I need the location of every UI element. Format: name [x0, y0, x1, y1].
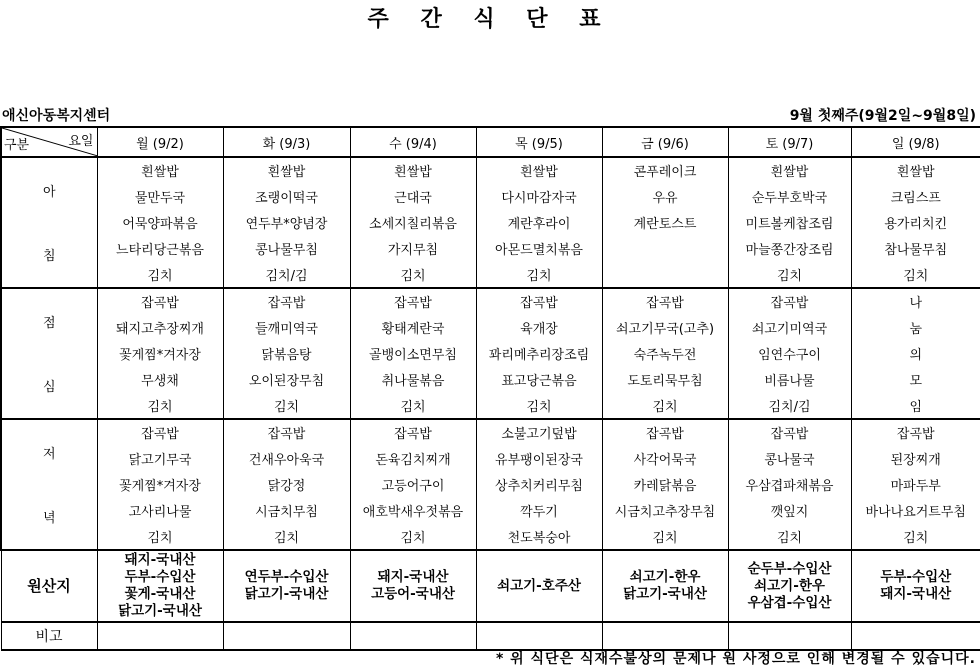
menu-cell: 김치: [476, 261, 602, 288]
menu-cell: 마늘쫑간장조림: [728, 235, 851, 261]
menu-cell: 카레닭볶음: [602, 472, 728, 498]
note-label: 비고: [1, 622, 97, 650]
menu-cell: 건새우아욱국: [223, 446, 350, 472]
menu-cell: 오이된장무침: [223, 366, 350, 392]
menu-cell: 상추치커리무침: [476, 472, 602, 498]
menu-cell: 김치/김: [728, 392, 851, 419]
menu-cell: 김치: [602, 392, 728, 419]
menu-cell: 표고당근볶음: [476, 366, 602, 392]
menu-cell: 잡곡밥: [97, 288, 223, 315]
menu-cell: 돼지고추장찌개: [97, 315, 223, 341]
corner-label-day: 요일: [68, 130, 93, 149]
menu-cell: 나: [851, 288, 980, 315]
menu-cell: 연두부*양념장: [223, 210, 350, 236]
menu-cell: 우유: [602, 184, 728, 210]
menu-cell: 눔: [851, 315, 980, 341]
meal-label-bottom: 심: [2, 376, 97, 395]
menu-row: [1, 184, 980, 210]
menu-cell: 김치: [350, 261, 476, 288]
corner-label-category: 구분: [4, 134, 29, 153]
menu-cell: 깍두기: [476, 497, 602, 523]
menu-cell: 흰쌀밥: [476, 157, 602, 184]
origin-row: [1, 550, 980, 622]
menu-cell: 참나물무침: [851, 235, 980, 261]
menu-cell: 육개장: [476, 315, 602, 341]
menu-row: [1, 288, 980, 315]
menu-cell: 황태계란국: [350, 315, 476, 341]
day-header: 목 (9/5): [476, 127, 602, 157]
origin-cell: [223, 550, 350, 622]
note-cell: [350, 622, 476, 650]
menu-cell: 물만두국: [97, 184, 223, 210]
weekly-menu-table: [0, 126, 980, 651]
origin-line: 쇠고기-호주산: [477, 578, 602, 595]
menu-cell: 꽃게찜*겨자장: [97, 341, 223, 367]
note-cell: [476, 622, 602, 650]
menu-cell: 쇠고기무국(고추): [602, 315, 728, 341]
menu-cell: 잡곡밥: [602, 288, 728, 315]
menu-cell: 김치: [851, 261, 980, 288]
menu-cell: 잡곡밥: [851, 419, 980, 446]
menu-row: [1, 497, 980, 523]
origin-cell: [851, 550, 980, 622]
menu-cell: 아몬드멸치볶음: [476, 235, 602, 261]
menu-cell: 잡곡밥: [476, 288, 602, 315]
origin-line: 우삼겹-수입산: [729, 595, 851, 612]
meal-label-bottom: 녁: [2, 507, 97, 526]
menu-cell: 꽈리메추리장조림: [476, 341, 602, 367]
menu-cell: 김치: [476, 392, 602, 419]
origin-line: 두부-수입산: [98, 569, 223, 586]
menu-cell: 김치: [97, 523, 223, 550]
header-row: [1, 127, 980, 157]
meal-label-bottom: 침: [2, 245, 97, 264]
meal-label-top: 아: [2, 181, 97, 200]
menu-cell: 도토리묵무침: [602, 366, 728, 392]
origin-line: 돼지-국내산: [351, 569, 476, 586]
menu-cell: 시금치고추장무침: [602, 497, 728, 523]
menu-cell: 잡곡밥: [728, 288, 851, 315]
day-header: 금 (9/6): [602, 127, 728, 157]
menu-cell: 취나물볶음: [350, 366, 476, 392]
menu-cell: 김치: [602, 523, 728, 550]
menu-row: [1, 315, 980, 341]
meal-label: [1, 157, 97, 288]
meal-label: [1, 419, 97, 550]
menu-cell: 크림스프: [851, 184, 980, 210]
menu-cell: 시금치무침: [223, 497, 350, 523]
origin-line: 닭고기-국내산: [98, 603, 223, 620]
menu-cell: 계란후라이: [476, 210, 602, 236]
menu-cell: 흰쌀밥: [223, 157, 350, 184]
footnote: * 위 식단은 식재수불상의 문제나 원 사정으로 인해 변경될 수 있습니다.: [496, 648, 976, 668]
menu-cell: 닭볶음탕: [223, 341, 350, 367]
menu-cell: 김치: [97, 261, 223, 288]
menu-cell: 모: [851, 366, 980, 392]
menu-row: [1, 446, 980, 472]
menu-cell: 김치/김: [223, 261, 350, 288]
menu-cell: 골뱅이소면무침: [350, 341, 476, 367]
note-cell: [851, 622, 980, 650]
menu-cell: 잡곡밥: [350, 288, 476, 315]
menu-cell: 잡곡밥: [728, 419, 851, 446]
menu-body: [1, 157, 980, 550]
origin-line: 돼지-국내산: [98, 552, 223, 569]
menu-cell: 김치: [350, 523, 476, 550]
note-row: [1, 622, 980, 650]
meal-label-top: 저: [2, 443, 97, 462]
origin-line: 닭고기-국내산: [603, 586, 728, 603]
menu-cell: 천도복숭아: [476, 523, 602, 550]
meal-label: [1, 288, 97, 419]
menu-row: [1, 210, 980, 236]
menu-cell: 된장찌개: [851, 446, 980, 472]
day-header: 월 (9/2): [97, 127, 223, 157]
origin-line: 쇠고기-한우: [603, 569, 728, 586]
origin-line: 꽃게-국내산: [98, 586, 223, 603]
origin-line: 두부-수입산: [852, 569, 980, 586]
menu-cell: 조랭이떡국: [223, 184, 350, 210]
menu-cell: 순두부호박국: [728, 184, 851, 210]
menu-cell: 무생채: [97, 366, 223, 392]
origin-cell: [97, 550, 223, 622]
menu-row: [1, 235, 980, 261]
menu-cell: 고사리나물: [97, 497, 223, 523]
menu-row: [1, 419, 980, 446]
menu-cell: 꽃게찜*겨자장: [97, 472, 223, 498]
menu-cell: 흰쌀밥: [728, 157, 851, 184]
menu-cell: 잡곡밥: [223, 288, 350, 315]
menu-row: [1, 523, 980, 550]
corner-cell: [1, 127, 97, 157]
menu-cell: 가지무침: [350, 235, 476, 261]
origin-line: 쇠고기-한우: [729, 578, 851, 595]
page-title: 주 간 식 단 표: [0, 2, 980, 33]
origin-cell: [350, 550, 476, 622]
origin-cell: [476, 550, 602, 622]
origin-cell: [602, 550, 728, 622]
menu-cell: 미트볼케찹조림: [728, 210, 851, 236]
note-cell: [602, 622, 728, 650]
note-cell: [97, 622, 223, 650]
menu-cell: 느타리당근볶음: [97, 235, 223, 261]
menu-cell: 의: [851, 341, 980, 367]
menu-cell: 닭고기무국: [97, 446, 223, 472]
note-cell: [728, 622, 851, 650]
menu-cell: [602, 261, 728, 288]
menu-cell: 어묵양파볶음: [97, 210, 223, 236]
menu-row: [1, 157, 980, 184]
menu-cell: 김치: [223, 523, 350, 550]
meal-label-top: 점: [2, 312, 97, 331]
menu-cell: 고등어구이: [350, 472, 476, 498]
origin-line: 연두부-수입산: [224, 569, 350, 586]
day-header: 일 (9/8): [851, 127, 980, 157]
menu-cell: 소불고기덮밥: [476, 419, 602, 446]
menu-cell: 닭강정: [223, 472, 350, 498]
menu-cell: 콩나물무침: [223, 235, 350, 261]
menu-cell: 김치: [728, 523, 851, 550]
menu-cell: 깻잎지: [728, 497, 851, 523]
origin-line: 닭고기-국내산: [224, 586, 350, 603]
menu-cell: 사각어묵국: [602, 446, 728, 472]
menu-cell: 마파두부: [851, 472, 980, 498]
menu-row: [1, 366, 980, 392]
menu-cell: 흰쌀밥: [851, 157, 980, 184]
menu-cell: 콩나물국: [728, 446, 851, 472]
menu-cell: 쇠고기미역국: [728, 315, 851, 341]
week-label: 9월 첫째주(9월2일~9월8일): [790, 105, 976, 125]
menu-cell: 흰쌀밥: [350, 157, 476, 184]
origin-cell: [728, 550, 851, 622]
menu-cell: 김치: [223, 392, 350, 419]
day-header: 수 (9/4): [350, 127, 476, 157]
menu-cell: 돈육김치찌개: [350, 446, 476, 472]
menu-cell: 유부팽이된장국: [476, 446, 602, 472]
menu-cell: [602, 235, 728, 261]
menu-cell: 용가리치킨: [851, 210, 980, 236]
day-header: 토 (9/7): [728, 127, 851, 157]
menu-cell: 콘푸레이크: [602, 157, 728, 184]
menu-cell: 소세지칠리볶음: [350, 210, 476, 236]
note-cell: [223, 622, 350, 650]
day-header: 화 (9/3): [223, 127, 350, 157]
origin-line: 고등어-국내산: [351, 586, 476, 603]
menu-cell: 우삼겹파채볶음: [728, 472, 851, 498]
menu-cell: 김치: [350, 392, 476, 419]
origin-line: 돼지-국내산: [852, 586, 980, 603]
menu-cell: 비름나물: [728, 366, 851, 392]
menu-cell: 바나나요거트무침: [851, 497, 980, 523]
menu-cell: 근대국: [350, 184, 476, 210]
menu-cell: 임: [851, 392, 980, 419]
menu-cell: 김치: [851, 523, 980, 550]
org-name: 애신아동복지센터: [2, 105, 110, 125]
menu-cell: 잡곡밥: [223, 419, 350, 446]
menu-cell: 잡곡밥: [602, 419, 728, 446]
menu-row: [1, 341, 980, 367]
origin-line: 순두부-수입산: [729, 561, 851, 578]
menu-cell: 잡곡밥: [97, 419, 223, 446]
menu-row: [1, 261, 980, 288]
menu-cell: 김치: [97, 392, 223, 419]
menu-cell: 다시마감자국: [476, 184, 602, 210]
menu-cell: 숙주녹두전: [602, 341, 728, 367]
menu-cell: 애호박새우젓볶음: [350, 497, 476, 523]
menu-row: [1, 472, 980, 498]
menu-cell: 계란토스트: [602, 210, 728, 236]
menu-row: [1, 392, 980, 419]
menu-cell: 임연수구이: [728, 341, 851, 367]
menu-cell: 잡곡밥: [350, 419, 476, 446]
menu-cell: 김치: [728, 261, 851, 288]
menu-cell: 흰쌀밥: [97, 157, 223, 184]
menu-cell: 들깨미역국: [223, 315, 350, 341]
origin-label: 원산지: [1, 550, 97, 622]
